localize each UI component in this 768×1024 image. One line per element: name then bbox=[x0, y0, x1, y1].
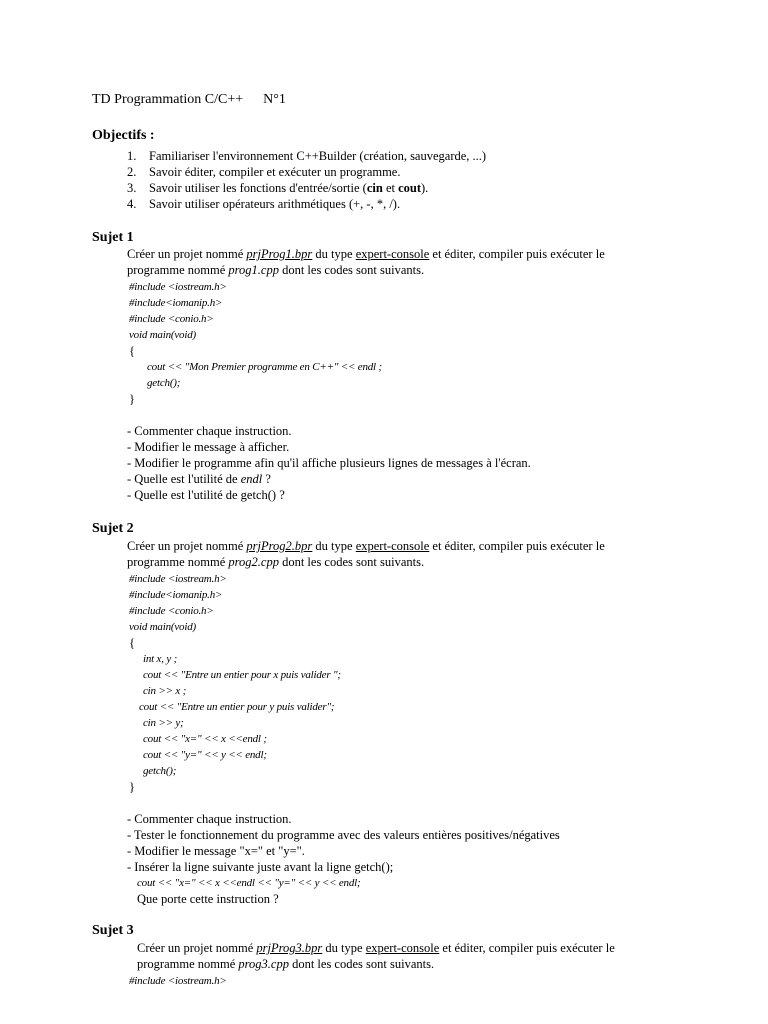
objectif-item: 3. Savoir utiliser les fonctions d'entrée/sortie (cin et cout). bbox=[127, 181, 429, 195]
code-line: #include <iostream.h> bbox=[129, 281, 227, 293]
objectifs-heading: Objectifs : bbox=[92, 128, 155, 143]
project-type: expert-console bbox=[355, 247, 430, 261]
sujet1-intro: Créer un projet nommé prjProg1.bpr du type expert-console et éditer, compiler puis exécuter le bbox=[127, 247, 605, 261]
question-line: - Quelle est l'utilité de endl ? bbox=[127, 472, 271, 486]
code-line: getch(); bbox=[143, 765, 177, 777]
code-line: #include <conio.h> bbox=[129, 313, 214, 325]
code-line: #include<iomanip.h> bbox=[129, 589, 223, 601]
question-line: - Quelle est l'utilité de getch() ? bbox=[127, 488, 285, 502]
code-line: } bbox=[129, 392, 135, 406]
task-line: - Modifier le message à afficher. bbox=[127, 440, 290, 454]
project-name: prjProg2.bpr bbox=[246, 539, 313, 553]
project-type: expert-console bbox=[365, 941, 440, 955]
code-line: #include <iostream.h> bbox=[129, 975, 227, 987]
code-line: cin >> x ; bbox=[143, 685, 187, 697]
task-line: - Commenter chaque instruction. bbox=[127, 812, 292, 826]
objectif-item: 1. Familiariser l'environnement C++Builder (création, sauvegarde, ...) bbox=[127, 149, 487, 163]
sujet3-intro: Créer un projet nommé prjProg3.bpr du type expert-console et éditer, compiler puis exécuter le bbox=[137, 941, 615, 955]
code-line: cout << "Mon Premier programme en C++" << endl ; bbox=[147, 361, 382, 373]
code-line: #include <iostream.h> bbox=[129, 573, 227, 585]
project-name: prjProg1.bpr bbox=[246, 247, 313, 261]
file-name: prog2.cpp bbox=[228, 555, 279, 569]
code-line: void main(void) bbox=[129, 329, 196, 341]
task-line: - Insérer la ligne suivante juste avant la ligne getch(); bbox=[127, 860, 394, 874]
code-line: getch(); bbox=[147, 377, 181, 389]
title-text: TD Programmation C/C++ bbox=[92, 92, 244, 107]
project-type: expert-console bbox=[355, 539, 430, 553]
sujet3-intro-2: programme nommé prog3.cpp dont les codes sont suivants. bbox=[137, 957, 435, 971]
project-name: prjProg3.bpr bbox=[256, 941, 323, 955]
code-line: cout << "Entre un entier pour y puis valider"; bbox=[139, 701, 335, 713]
code-line: cout << "Entre un entier pour x puis valider "; bbox=[143, 669, 341, 681]
task-line: - Modifier le programme afin qu'il affiche plusieurs lignes de messages à l'écran. bbox=[127, 456, 531, 470]
code-line: void main(void) bbox=[129, 621, 196, 633]
file-name: prog1.cpp bbox=[228, 263, 279, 277]
task-line: - Commenter chaque instruction. bbox=[127, 424, 292, 438]
task-line: - Modifier le message "x=" et "y=". bbox=[127, 844, 305, 858]
file-name: prog3.cpp bbox=[238, 957, 289, 971]
code-line: cout << "x=" << x <<endl << "y=" << y << endl; bbox=[137, 877, 361, 889]
sujet1-intro-2: programme nommé prog1.cpp dont les codes sont suivants. bbox=[127, 263, 425, 277]
task-line: - Tester le fonctionnement du programme avec des valeurs entières positives/négatives bbox=[127, 828, 560, 842]
document-title bbox=[92, 92, 286, 108]
code-line: #include <conio.h> bbox=[129, 605, 214, 617]
sujet2-heading: Sujet 2 bbox=[92, 521, 134, 536]
code-line: { bbox=[129, 344, 135, 358]
code-line: int x, y ; bbox=[143, 653, 178, 665]
objectif-item: 4. Savoir utiliser opérateurs arithmétiques (+, -, *, /). bbox=[127, 197, 401, 211]
code-line: cin >> y; bbox=[143, 717, 184, 729]
code-line: #include<iomanip.h> bbox=[129, 297, 223, 309]
code-line: cout << "x=" << x <<endl ; bbox=[143, 733, 267, 745]
sujet1-heading: Sujet 1 bbox=[92, 230, 134, 245]
code-line: { bbox=[129, 636, 135, 650]
question-line: Que porte cette instruction ? bbox=[137, 892, 279, 906]
code-line: } bbox=[129, 780, 135, 794]
code-line: cout << "y=" << y << endl; bbox=[143, 749, 267, 761]
sujet3-heading: Sujet 3 bbox=[92, 923, 134, 938]
title-number: N°1 bbox=[263, 92, 286, 107]
sujet2-intro: Créer un projet nommé prjProg2.bpr du type expert-console et éditer, compiler puis exécuter le bbox=[127, 539, 605, 553]
objectif-item: 2. Savoir éditer, compiler et exécuter un programme. bbox=[127, 165, 401, 179]
sujet2-intro-2: programme nommé prog2.cpp dont les codes sont suivants. bbox=[127, 555, 425, 569]
